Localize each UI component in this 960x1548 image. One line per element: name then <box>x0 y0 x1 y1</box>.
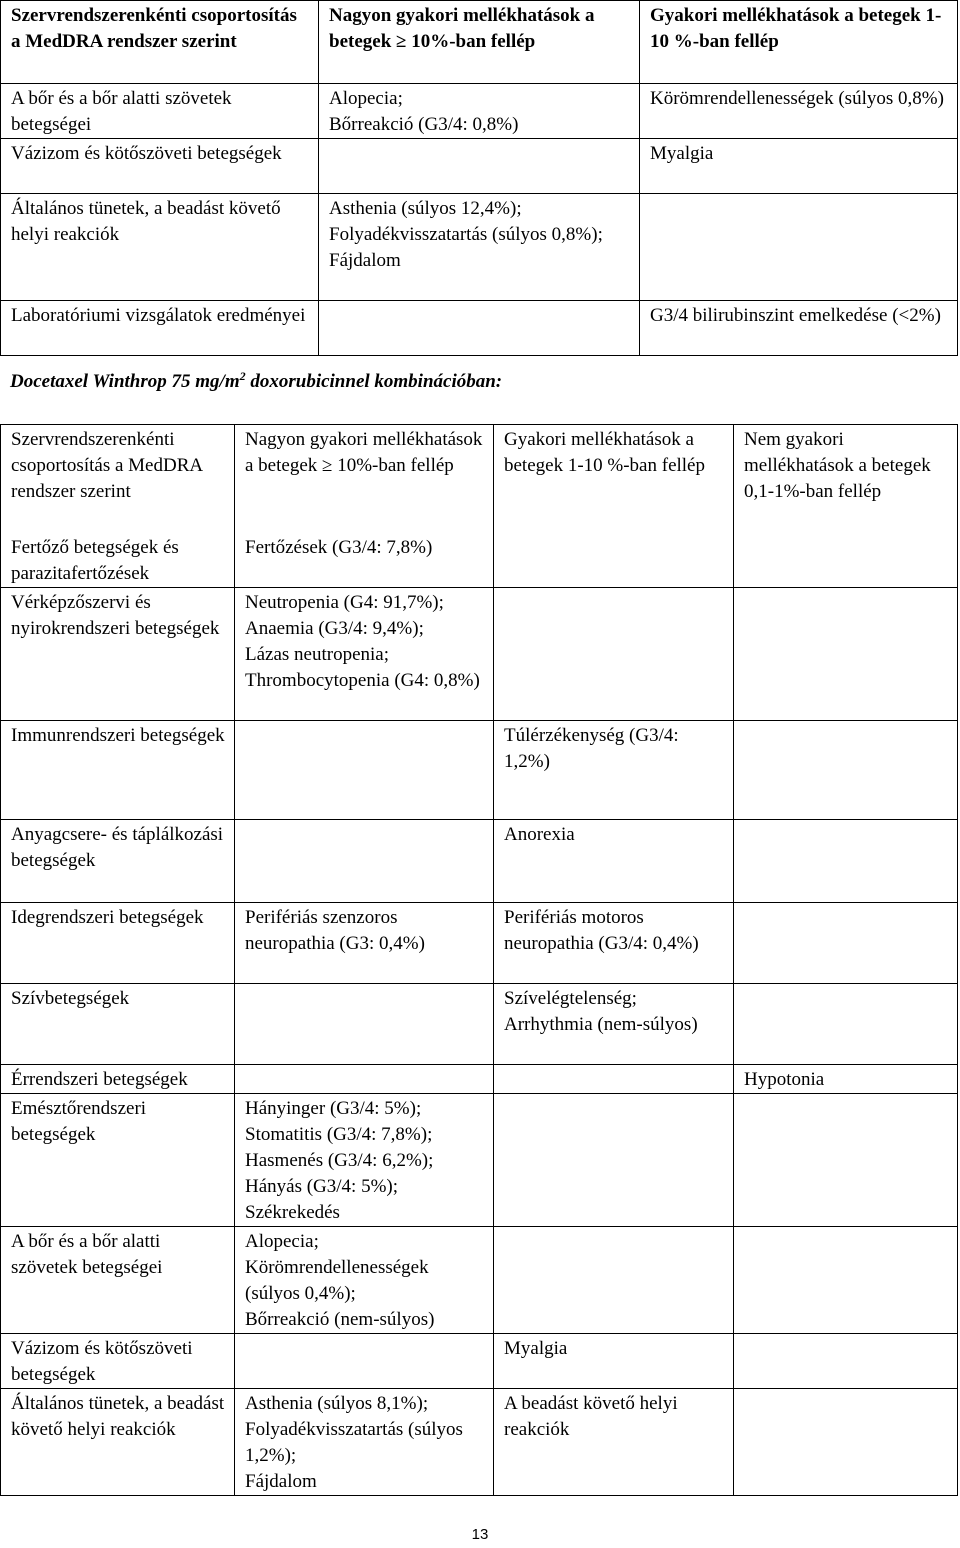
table-row <box>1 1389 958 1496</box>
very-common-cell: Fertőzések (G3/4: 7,8%) <box>235 533 494 588</box>
table-row <box>1 1227 958 1334</box>
cell-line: Folyadékvisszatartás (súlyos 1,2%); <box>245 1419 463 1466</box>
uncommon-cell <box>734 1334 958 1389</box>
cell-line: Neutropenia (G4: 91,7%); <box>245 592 444 613</box>
cell-line: Stomatitis (G3/4: 7,8%); <box>245 1124 433 1145</box>
soc-cell: A bőr és a bőr alatti szövetek betegségei <box>1 84 319 139</box>
header-cell: Nagyon gyakori mellékhatások a betegek ≥ 10%-ban fellép <box>235 425 494 534</box>
soc-cell: Szívbetegségek <box>1 984 235 1065</box>
cell-line: Bőrreakció (nem-súlyos) <box>245 1309 435 1330</box>
cell-line: Alopecia; <box>245 1231 319 1252</box>
very-common-cell <box>319 84 640 139</box>
cell-line: Anaemia (G3/4: 9,4%); <box>245 618 424 639</box>
table-row <box>1 984 958 1065</box>
very-common-cell <box>319 301 640 356</box>
common-cell <box>494 1065 734 1094</box>
adverse-reactions-table-1 <box>0 0 958 356</box>
common-cell: G3/4 bilirubinszint emelkedése (<2%) <box>640 301 958 356</box>
header-cell: Szervrendszerenkénti csoportosítás a MedDRA rendszer szerint <box>1 1 319 84</box>
soc-cell: Vázizom és kötőszöveti betegségek <box>1 1334 235 1389</box>
cell-line: Hányás (G3/4: 5%); <box>245 1176 399 1197</box>
cell-line: Folyadékvisszatartás (súlyos 0,8%); <box>329 224 603 245</box>
very-common-cell <box>235 1065 494 1094</box>
cell-line: Szívelégtelenség; <box>504 988 637 1009</box>
very-common-cell <box>235 721 494 820</box>
header-cell: Szervrendszerenkénti csoportosítás a MedDRA rendszer szerint <box>1 425 235 534</box>
cell-line: Hányinger (G3/4: 5%); <box>245 1098 422 1119</box>
common-cell <box>494 984 734 1065</box>
cell-line: Hasmenés (G3/4: 6,2%); <box>245 1150 434 1171</box>
common-cell: Myalgia <box>494 1334 734 1389</box>
common-cell: Perifériás motoros neuropathia (G3/4: 0,4%) <box>494 903 734 984</box>
very-common-cell <box>235 1334 494 1389</box>
section-title-text-end: doxorubicinnel kombinációban: <box>245 371 503 392</box>
common-cell <box>494 588 734 721</box>
page-number: 13 <box>471 1526 489 1543</box>
very-common-cell <box>319 139 640 194</box>
soc-cell: Érrendszeri betegségek <box>1 1065 235 1094</box>
uncommon-cell <box>734 721 958 820</box>
very-common-cell <box>235 984 494 1065</box>
soc-cell: Emésztőrendszeri betegségek <box>1 1094 235 1227</box>
adverse-reactions-table-2 <box>0 424 958 1496</box>
table-row <box>1 721 958 820</box>
uncommon-cell <box>734 903 958 984</box>
soc-cell: Anyagcsere- és táplálkozási betegségek <box>1 820 235 903</box>
soc-cell: Vérképzőszervi és nyirokrendszeri betegségek <box>1 588 235 721</box>
very-common-cell <box>235 1227 494 1334</box>
very-common-cell <box>235 1094 494 1227</box>
very-common-cell <box>235 588 494 721</box>
header-cell: Gyakori mellékhatások a betegek 1-10 %-ban fellép <box>640 1 958 84</box>
common-cell: Túlérzékenység (G3/4: 1,2%) <box>494 721 734 820</box>
section-title-text: Docetaxel Winthrop 75 mg/m <box>10 371 240 392</box>
cell-line: Asthenia (súlyos 12,4%); <box>329 198 522 219</box>
cell-line: Asthenia (súlyos 8,1%); <box>245 1393 429 1414</box>
table-row <box>1 139 958 194</box>
table-row <box>1 301 958 356</box>
uncommon-cell: Hypotonia <box>734 1065 958 1094</box>
uncommon-cell <box>734 533 958 588</box>
table-row <box>1 820 958 903</box>
uncommon-cell <box>734 1227 958 1334</box>
table-row <box>1 84 958 139</box>
very-common-cell <box>235 1389 494 1496</box>
table-row <box>1 194 958 301</box>
cell-line: Arrhythmia (nem-súlyos) <box>504 1014 698 1035</box>
table-row <box>1 533 958 588</box>
table-row <box>1 1094 958 1227</box>
cell-line: Bőrreakció (G3/4: 0,8%) <box>329 114 519 135</box>
table-header-row <box>1 1 958 84</box>
very-common-cell <box>319 194 640 301</box>
uncommon-cell <box>734 1094 958 1227</box>
soc-cell: Laboratóriumi vizsgálatok eredményei <box>1 301 319 356</box>
common-cell: Körömrendellenességek (súlyos 0,8%) <box>640 84 958 139</box>
header-cell: Nem gyakori mellékhatások a betegek 0,1-1%-ban fellép <box>734 425 958 534</box>
uncommon-cell <box>734 820 958 903</box>
soc-cell: Általános tünetek, a beadást követő helyi reakciók <box>1 1389 235 1496</box>
table-row <box>1 1065 958 1094</box>
uncommon-cell <box>734 984 958 1065</box>
table-row <box>1 903 958 984</box>
uncommon-cell <box>734 1389 958 1496</box>
uncommon-cell <box>734 588 958 721</box>
common-cell: Anorexia <box>494 820 734 903</box>
table-row <box>1 1334 958 1389</box>
soc-cell: Vázizom és kötőszöveti betegségek <box>1 139 319 194</box>
section-title-superscript: 2 <box>239 369 246 383</box>
very-common-cell: Perifériás szenzoros neuropathia (G3: 0,4%) <box>235 903 494 984</box>
cell-line: Thrombocytopenia (G4: 0,8%) <box>245 670 480 691</box>
cell-line: Fájdalom <box>329 250 401 271</box>
common-cell: A beadást követő helyi reakciók <box>494 1389 734 1496</box>
cell-line: Körömrendellenességek (súlyos 0,4%); <box>245 1257 429 1304</box>
soc-cell: A bőr és a bőr alatti szövetek betegségei <box>1 1227 235 1334</box>
soc-cell: Immunrendszeri betegségek <box>1 721 235 820</box>
cell-line: Fájdalom <box>245 1471 317 1492</box>
cell-line: Lázas neutropenia; <box>245 644 390 665</box>
header-cell: Gyakori mellékhatások a betegek 1-10 %-ban fellép <box>494 425 734 534</box>
very-common-cell <box>235 820 494 903</box>
soc-cell: Általános tünetek, a beadást követő helyi reakciók <box>1 194 319 301</box>
cell-line: Alopecia; <box>329 88 403 109</box>
soc-cell: Fertőző betegségek és parazitafertőzések <box>1 533 235 588</box>
common-cell <box>494 533 734 588</box>
common-cell <box>494 1227 734 1334</box>
cell-line: Székrekedés <box>245 1202 340 1223</box>
common-cell: Myalgia <box>640 139 958 194</box>
table-header-row <box>1 425 958 534</box>
common-cell <box>494 1094 734 1227</box>
soc-cell: Idegrendszeri betegségek <box>1 903 235 984</box>
section-title <box>10 369 502 395</box>
common-cell <box>640 194 958 301</box>
table-row <box>1 588 958 721</box>
header-cell: Nagyon gyakori mellékhatások a betegek ≥ 10%-ban fellép <box>319 1 640 84</box>
